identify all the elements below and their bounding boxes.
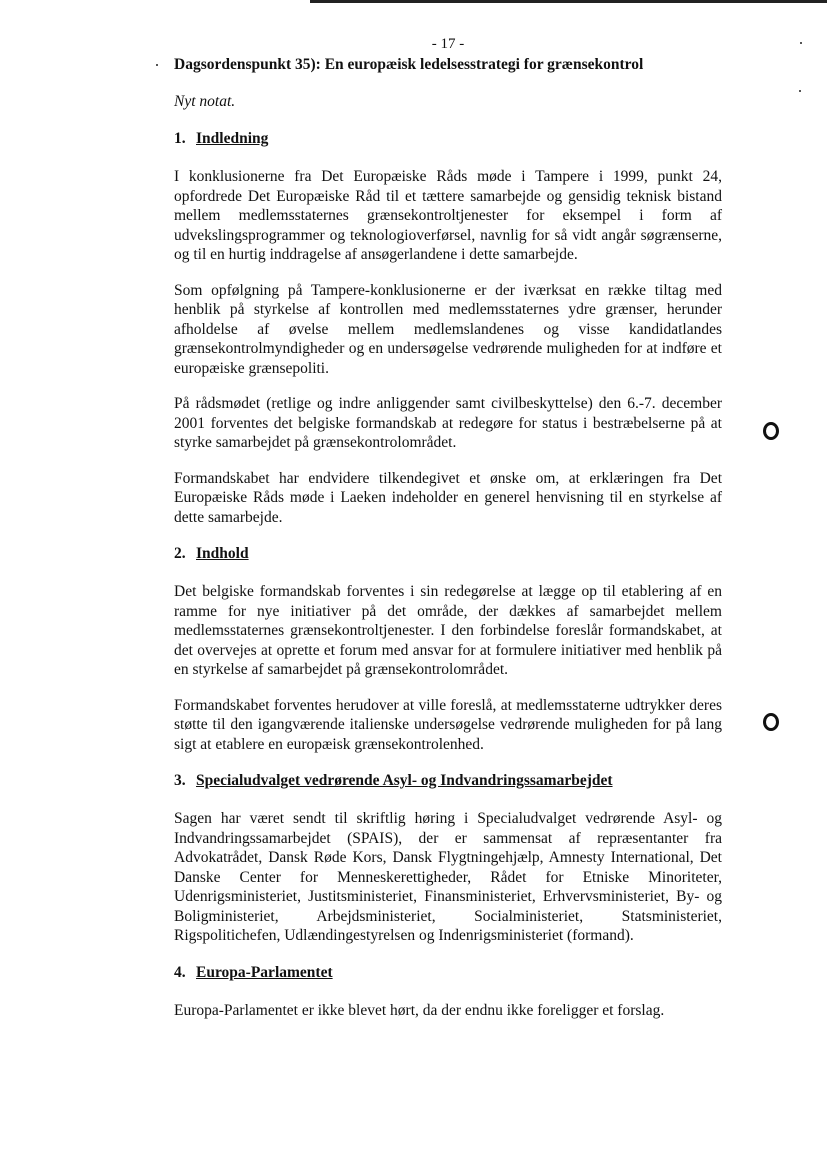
scan-top-edge bbox=[310, 0, 827, 3]
section-heading bbox=[174, 771, 722, 791]
section-title: Europa-Parlamentet bbox=[196, 963, 333, 981]
section-heading bbox=[174, 129, 722, 149]
paragraph: I konklusionerne fra Det Europæiske Råds møde i Tampere i 1999, punkt 24, opfordrede Det Europæiske Råd til et tættere samarbejde og gensidig teknisk bistand mellem medlemsstaternes grænsekontroltjenester for eksempel i form af udvekslingsprogrammer og teknologioverførsel, navnlig for så vidt angår søgrænserne, og til en hurtig inddragelse af ansøgerlandene i dette samarbejde. bbox=[174, 168, 722, 263]
scan-speck bbox=[799, 90, 801, 92]
paragraph: Formandskabet har endvidere tilkendegivet et ønske om, at erklæringen fra Det Europæiske Råds møde i Laeken indeholder en generel henvisning til en styrkelse af dette samarbejde. bbox=[174, 469, 722, 526]
section-title: Indledning bbox=[196, 130, 269, 147]
punch-hole-icon bbox=[763, 713, 779, 731]
section-number: 4. bbox=[174, 963, 186, 981]
section-heading bbox=[174, 544, 722, 564]
section-number: 3. bbox=[174, 772, 186, 789]
document-page bbox=[174, 34, 722, 1020]
paragraph: Sagen har været sendt til skriftlig høring i Specialudvalget vedrørende Asyl- og Indvandringssamarbejdet (SPAIS), der er sammensat af repræsentanter fra Advokatrådet, Dansk Røde Kors, Dansk Flygtningehjælp, Amnesty International, Det Danske Center for Menneskerettigheder, Rådet for Etniske Minoriteter, Udenrigsministeriet, Justitsministeriet, Finansministeriet, Erhvervsministeriet, By- og Boligministeriet, Arbejdsministeriet, Socialministeriet, Statsministeriet, Rigspolitichefen, Udlændingestyrelsen og Indenrigsministeriet (formand). bbox=[174, 810, 722, 944]
section-number: 1. bbox=[174, 130, 186, 147]
section-indledning bbox=[174, 129, 722, 527]
paragraph: Formandskabet forventes herudover at ville foreslå, at medlemsstaterne udtrykker deres støtte til den igangværende italienske undersøgelse vedrørende muligheden for på lang sigt at etablere en europæisk grænsekontrolenhed. bbox=[174, 696, 722, 753]
page-number: - 17 - bbox=[431, 36, 465, 52]
section-europa-parlamentet bbox=[174, 963, 722, 1021]
section-heading bbox=[174, 963, 722, 983]
paragraph: På rådsmødet (retlige og indre anliggender samt civilbeskyttelse) den 6.-7. december 2001 forventes det belgiske formandskab at redegøre for status i bestræbelserne på at styrke samarbejdet på grænsekontrolområdet. bbox=[174, 395, 722, 451]
paragraph: Det belgiske formandskab forventes i sin redegørelse at lægge op til etablering af en ramme for nye initiativer på det område, der dækkes af samarbejdet mellem medlemsstaternes grænsekontroltjenester. I den forbindelse foreslår formandskabet, at det overvejes at oprette et forum med ansvar for at formulere initiativer med henblik på en styrkelse af samarbejdet på grænsekontrolområdet. bbox=[174, 583, 722, 678]
scan-speck bbox=[800, 42, 802, 44]
section-title: Indhold bbox=[196, 545, 249, 562]
section-title: Specialudvalget vedrørende Asyl- og Indvandringssamarbejdet bbox=[196, 772, 613, 789]
scan-speck bbox=[156, 64, 158, 66]
agenda-item-title: Dagsordenspunkt 35): En europæisk ledelsesstrategi for grænsekontrol bbox=[174, 56, 644, 73]
section-indhold bbox=[174, 544, 722, 754]
punch-hole-icon bbox=[763, 422, 779, 440]
paragraph: Som opfølgning på Tampere-konklusionerne er der iværksat en række tiltag med henblik på styrkelse af kontrollen med medlemsstaternes ydre grænser, herunder afholdelse af øvelse mellem medlemslandenes og visse kandidatlandes grænsekontrolmyndigheder og en undersøgelse vedrørende muligheden for at indføre et europæiske grænsepoliti. bbox=[174, 281, 722, 377]
note-label: Nyt notat. bbox=[174, 93, 236, 110]
section-specialudvalget bbox=[174, 771, 722, 946]
paragraph: Europa-Parlamentet er ikke blevet hørt, da der endnu ikke foreligger et forslag. bbox=[174, 1001, 665, 1019]
section-number: 2. bbox=[174, 545, 186, 562]
